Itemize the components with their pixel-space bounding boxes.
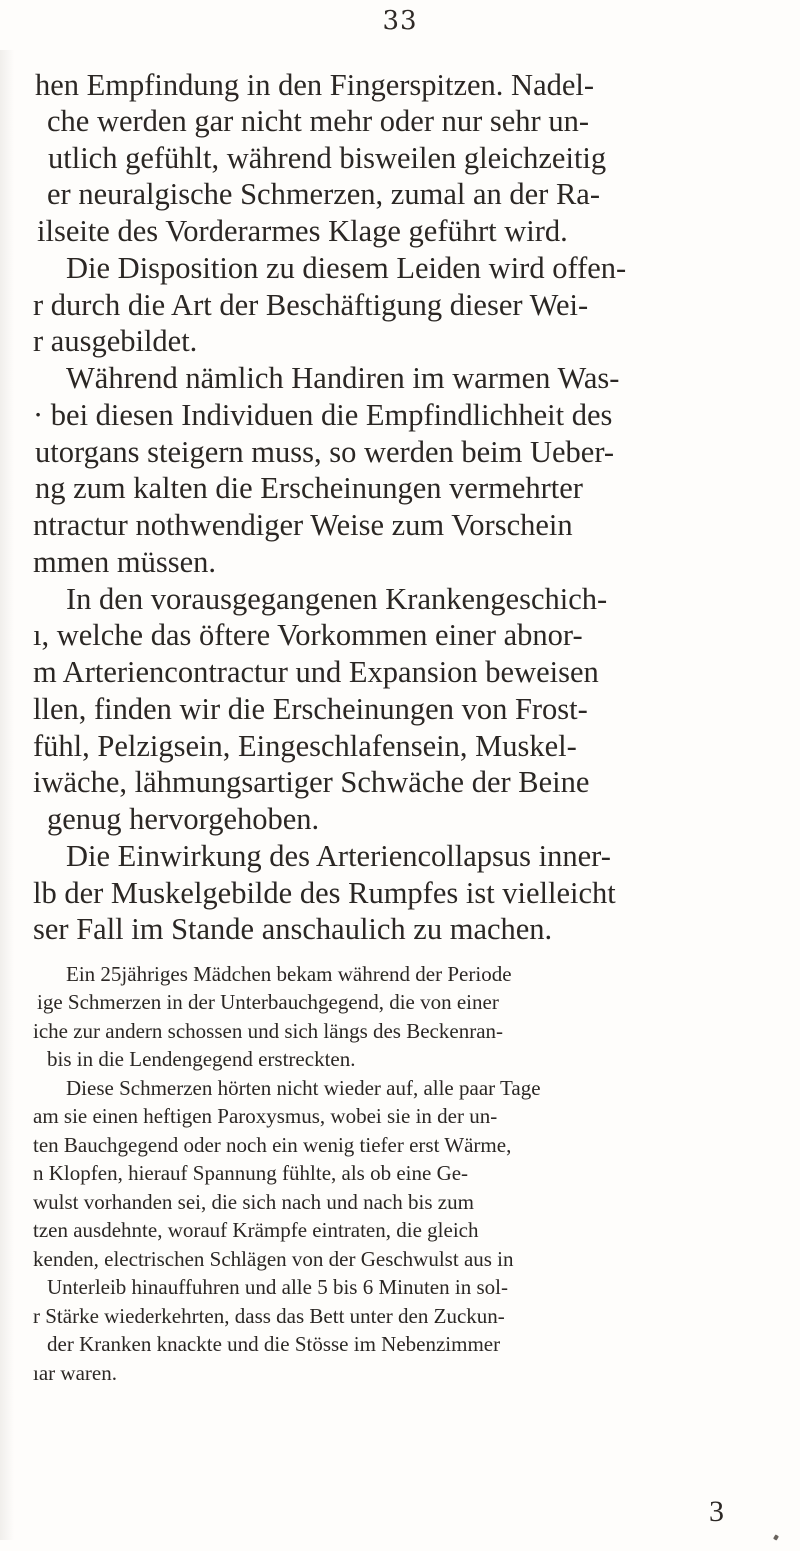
text-line: fühl, Pelzigsein, Eingeschlafensein, Muskel-	[33, 729, 577, 763]
text-line: er neuralgische Schmerzen, zumal an der Ra-	[47, 177, 600, 211]
case-line: r Stärke wiederkehrten, dass das Bett unter den Zuckun-	[33, 1304, 505, 1328]
text-line: Während nämlich Handiren im warmen Was-	[66, 361, 620, 395]
text-line: In den vorausgegangenen Krankengeschich-	[66, 582, 608, 616]
case-line: Ein 25jähriges Mädchen bekam während der Periode	[66, 962, 512, 986]
text-line: ng zum kalten die Erscheinungen vermehrter	[35, 471, 583, 505]
case-line: der Kranken knackte und die Stösse im Nebenzimmer	[47, 1332, 501, 1356]
case-line: bis in die Lendengegend erstreckten.	[47, 1047, 356, 1071]
case-line: tzen ausdehnte, worauf Krämpfe eintraten, die gleich	[33, 1218, 479, 1242]
text-line: ilseite des Vorderarmes Klage geführt wird.	[37, 214, 568, 248]
text-line: Die Disposition zu diesem Leiden wird offen-	[66, 251, 627, 285]
text-line: r ausgebildet.	[33, 324, 198, 358]
case-line: ige Schmerzen in der Unterbauchgegend, die von einer	[37, 990, 499, 1014]
text-line: genug hervorgehoben.	[47, 802, 320, 836]
case-line: wulst vorhanden sei, die sich nach und nach bis zum	[33, 1190, 474, 1214]
text-line: lb der Muskelgebilde des Rumpfes ist vielleicht	[33, 876, 616, 910]
text-line: Die Einwirkung des Arteriencollapsus inner-	[66, 839, 611, 873]
text-line: che werden gar nicht mehr oder nur sehr un-	[47, 104, 590, 138]
text-line: llen, finden wir die Erscheinungen von Frost-	[33, 692, 588, 726]
text-line: m Arteriencontractur und Expansion beweisen	[33, 655, 599, 689]
ink-speck	[773, 1534, 779, 1540]
case-line: Unterleib hinauffuhren und alle 5 bis 6 Minuten in sol-	[47, 1275, 508, 1299]
text-line: ser Fall im Stande anschaulich zu machen.	[33, 912, 553, 946]
text-line: hen Empfindung in den Fingerspitzen. Nadel-	[35, 68, 595, 102]
case-line: Diese Schmerzen hörten nicht wieder auf, alle paar Tage	[66, 1076, 541, 1100]
signature-mark: 3	[709, 1495, 724, 1528]
text-line: ntractur nothwendiger Weise zum Vorschein	[33, 508, 573, 542]
text-line: mmen müssen.	[33, 545, 216, 579]
case-line: am sie einen heftigen Paroxysmus, wobei sie in der un-	[33, 1104, 498, 1128]
page-number: 33	[382, 6, 418, 36]
text-line: utorgans steigern muss, so werden beim Ueber-	[35, 435, 615, 469]
text-line: iwäche, lähmungsartiger Schwäche der Beine	[33, 765, 590, 799]
text-line: r durch die Art der Beschäftigung dieser Wei-	[33, 288, 589, 322]
case-line: iche zur andern schossen und sich längs des Beckenran-	[33, 1019, 504, 1043]
case-line: kenden, electrischen Schlägen von der Geschwulst aus in	[33, 1247, 514, 1271]
case-line: ıar waren.	[33, 1361, 117, 1385]
gutter-shadow	[0, 50, 14, 1540]
case-line: ten Bauchgegend oder noch ein wenig tiefer erst Wärme,	[33, 1133, 512, 1157]
text-line: · bei diesen Individuen die Empfindlichheit des	[33, 398, 613, 432]
case-line: n Klopfen, hierauf Spannung fühlte, als ob eine Ge-	[33, 1161, 469, 1185]
text-line: ı, welche das öftere Vorkommen einer abnor-	[33, 618, 583, 652]
text-line: utlich gefühlt, während bisweilen gleichzeitig	[48, 141, 607, 175]
